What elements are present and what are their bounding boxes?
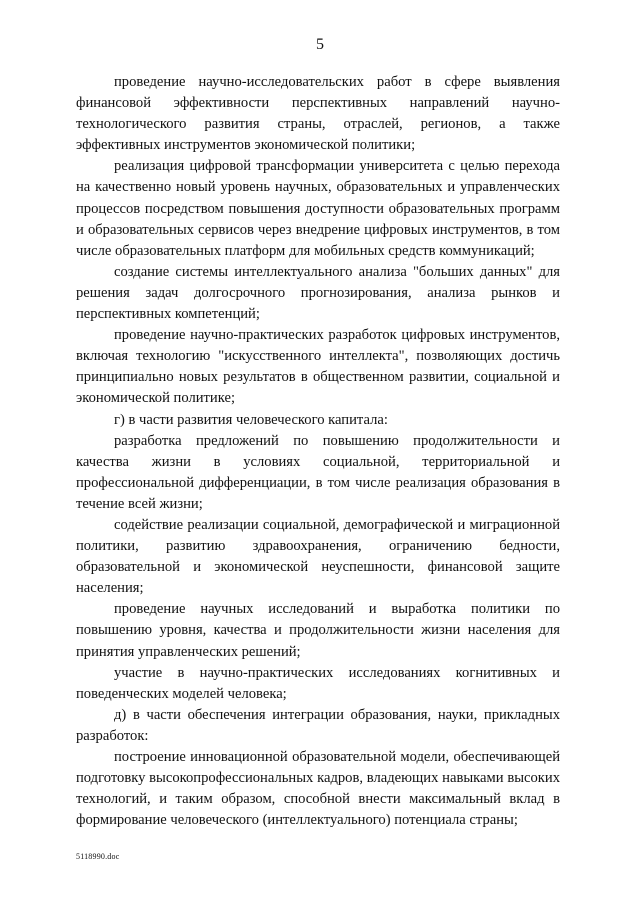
page-number: 5 xyxy=(316,36,324,53)
paragraph-digital-transformation: реализация цифровой трансформации университета с целью перехода на качественно новый уровень научных, образовательных и управленческих процессов посредством повышения доступности образовательных программ и образовательных сервисов через внедрение цифровых инструментов, в том числе образовательных платформ для мобильных средств коммуникаций; xyxy=(76,158,560,259)
paragraph-cognitive-models: участие в научно-практических исследованиях когнитивных и поведенческих моделей человека; xyxy=(76,664,560,702)
document-body xyxy=(76,72,560,831)
section-heading-integration: д) в части обеспечения интеграции образования, науки, прикладных разработок: xyxy=(76,706,560,744)
paragraph-ai-tools: проведение научно-практических разработок цифровых инструментов, включая технологию "искусственного интеллекта", позволяющих достичь принципиально новых результатов в общественном развитии, социальной и экономической политике; xyxy=(76,327,560,407)
paragraph-innovative-education-model: построение инновационной образовательной модели, обеспечивающей подготовку высокопрофессиональных кадров, владеющих навыками высоких технологий, и таким образом, способной внести максимальный вклад в формирование человеческого (интеллектуального) потенциала страны; xyxy=(76,749,560,829)
paragraph-social-policy-support: содействие реализации социальной, демографической и миграционной политики, развитию здравоохранения, ограничению бедности, образовательной и экономической неуспешности, финансовой защите населения; xyxy=(76,516,560,597)
section-heading-human-capital: г) в части развития человеческого капитала: xyxy=(114,411,388,428)
document-filename: 5118990.doc xyxy=(76,852,120,861)
paragraph-big-data-analysis: создание системы интеллектуального анализа "больших данных" для решения задач долгосрочного прогнозирования, анализа рынков и перспективных компетенций; xyxy=(76,263,560,323)
paragraph-life-expectancy-proposals: разработка предложений по повышению продолжительности и качества жизни в условиях социальной, территориальной и профессиональной дифференциации, в том числе реализация образования в течение всей жизни; xyxy=(76,432,560,512)
paragraph-living-standards-research: проведение научных исследований и выработка политики по повышению уровня, качества и продолжительности жизни населения для принятия управленческих решений; xyxy=(76,601,560,660)
paragraph-research-financial-efficiency: проведение научно-исследовательских работ в сфере выявления финансовой эффективности перспективных направлений научно-технологического развития страны, отраслей, регионов, а также эффективных инструментов экономической политики; xyxy=(76,74,560,154)
